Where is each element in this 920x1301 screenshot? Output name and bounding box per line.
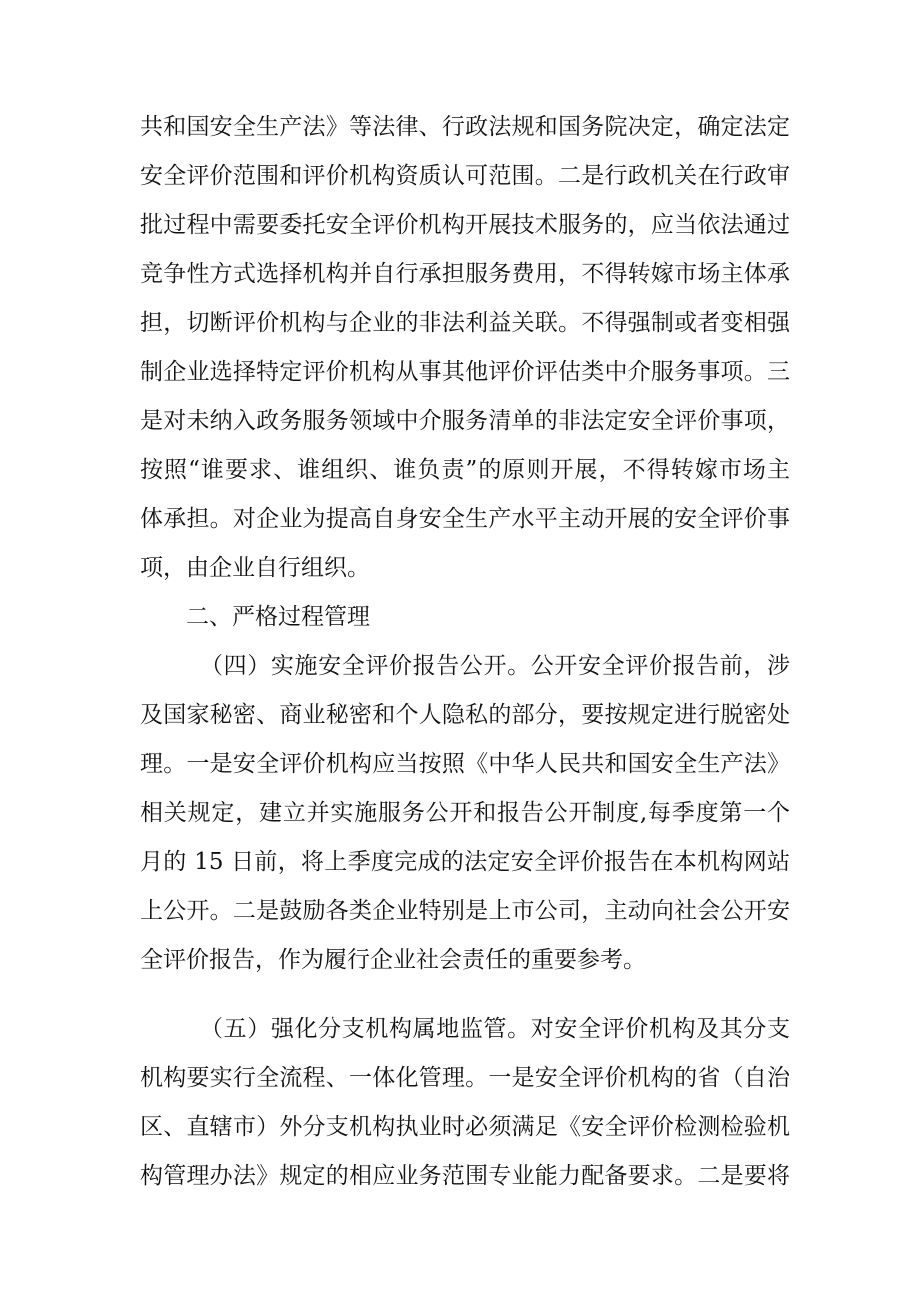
text-line: 相关规定，建立并实施服务公开和报告公开制度,每季度第一个 xyxy=(140,800,790,826)
text-line: 理。一是安全评价机构应当按照《中华人民共和国安全生产法》 xyxy=(140,751,790,777)
text-line: 制企业选择特定评价机构从事其他评价评估类中介服务事项。三 xyxy=(140,359,790,385)
paragraph-start-line: （五）强化分支机构属地监管。对安全评价机构及其分支 xyxy=(200,1016,790,1042)
paragraph-start-line: （四）实施安全评价报告公开。公开安全评价报告前，涉 xyxy=(200,653,790,679)
text-line: 是对未纳入政务服务领域中介服务清单的非法定安全评价事项， xyxy=(140,408,790,434)
text-line: 担，切断评价机构与企业的非法利益关联。不得强制或者变相强 xyxy=(140,310,790,336)
text-line: 月的 15 日前，将上季度完成的法定安全评价报告在本机构网站 xyxy=(140,849,790,875)
text-line: 按照“谁要求、谁组织、谁负责”的原则开展，不得转嫁市场主 xyxy=(140,457,790,483)
text-line: 构管理办法》规定的相应业务范围专业能力配备要求。二是要将 xyxy=(140,1163,790,1189)
text-line: 全评价报告，作为履行企业社会责任的重要参考。 xyxy=(140,947,646,973)
text-line: 及国家秘密、商业秘密和个人隐私的部分，要按规定进行脱密处 xyxy=(140,702,790,728)
section-heading: 二、严格过程管理 xyxy=(186,604,370,630)
text-line: 共和国安全生产法》等法律、行政法规和国务院决定，确定法定 xyxy=(140,114,790,140)
text-line: 上公开。二是鼓励各类企业特别是上市公司，主动向社会公开安 xyxy=(140,898,790,924)
text-line: 体承担。对企业为提高自身安全生产水平主动开展的安全评价事 xyxy=(140,506,790,532)
text-line: 竞争性方式选择机构并自行承担服务费用，不得转嫁市场主体承 xyxy=(140,261,790,287)
paragraph-gap xyxy=(140,985,790,1005)
text-line: 机构要实行全流程、一体化管理。一是安全评价机构的省（自治 xyxy=(140,1065,790,1091)
text-line: 批过程中需要委托安全评价机构开展技术服务的，应当依法通过 xyxy=(140,212,790,238)
text-line: 安全评价范围和评价机构资质认可范围。二是行政机关在行政审 xyxy=(140,163,790,189)
text-line: 项，由企业自行组织。 xyxy=(140,555,370,581)
text-line: 区、直辖市）外分支机构执业时必须满足《安全评价检测检验机 xyxy=(140,1114,790,1140)
document-body xyxy=(140,103,790,1201)
